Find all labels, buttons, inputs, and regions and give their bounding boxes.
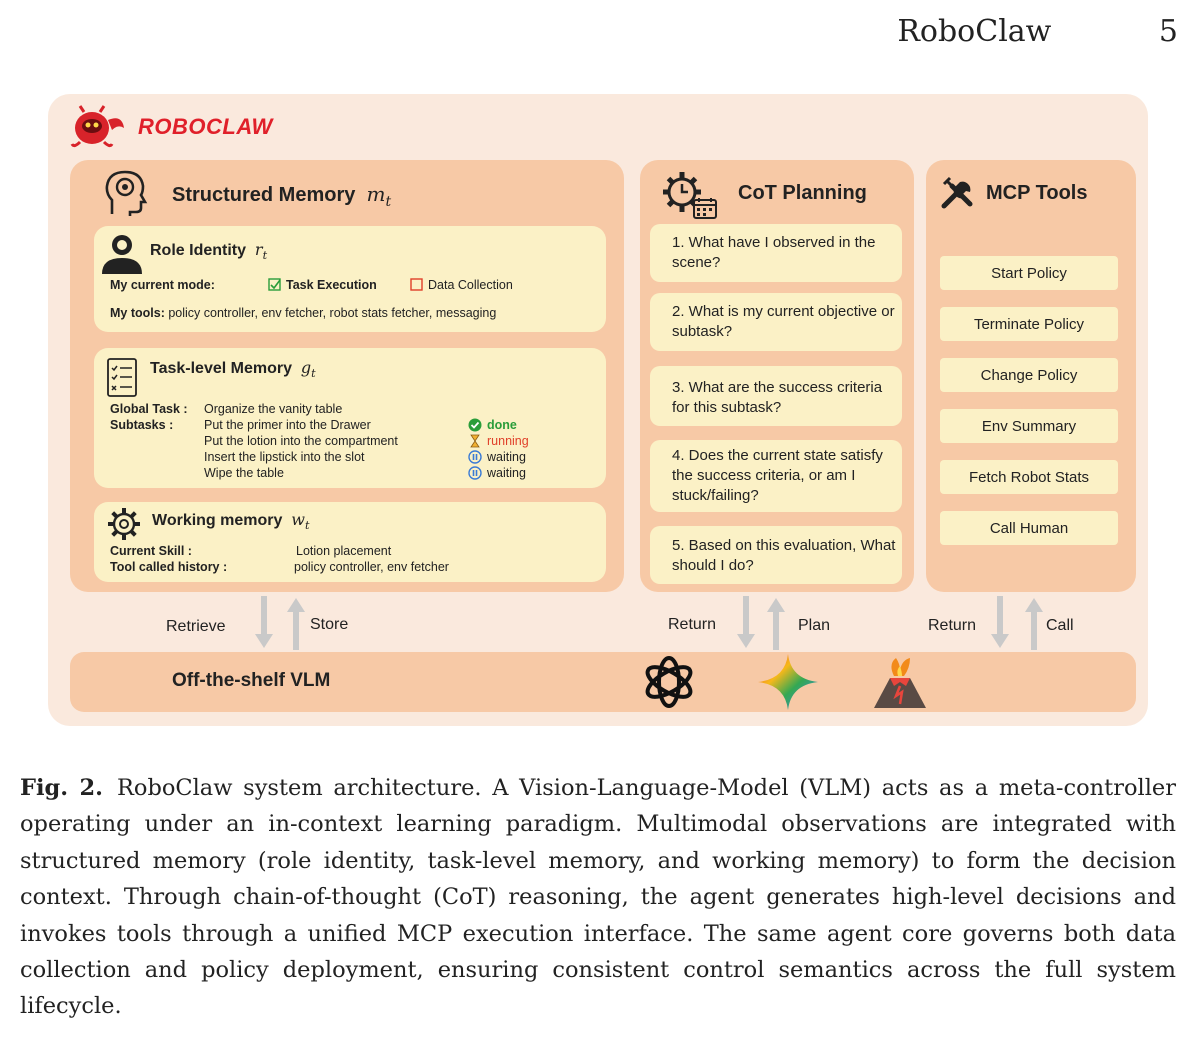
retrieve-arrow (254, 596, 274, 650)
store-label: Store (310, 616, 349, 633)
tools-icon (940, 176, 974, 210)
checklist-icon (106, 356, 138, 398)
cot-planning-title: CoT Planning (738, 182, 867, 204)
subtasks-label: Subtasks : (110, 418, 174, 432)
working-memory-card (94, 502, 606, 582)
pause-icon (468, 466, 482, 480)
mode-option-data-collection: Data Collection (410, 278, 513, 292)
caption-text: RoboClaw system architecture. A Vision-Language-Model (VLM) acts as a meta-controller operating under an in-context learning paradigm. Multimodal observations are integrated with structured memory (role identity, task-level memory, and working memory) to form the decision context. Through chain-of-thought (CoT) reasoning, the agent generates high-level decisions and invokes tools through a unified MCP execution interface. The same agent core governs both data collection and policy deployment, ensuring consistent control semantics across the full system lifecycle. (20, 775, 1176, 1020)
cot-question: 3. What are the success criteria for this subtask? (650, 366, 902, 426)
mode-label: My current mode: (110, 278, 215, 292)
subtask-text: Wipe the table (204, 466, 284, 480)
task-memory-card (94, 348, 606, 488)
store-arrow (286, 596, 306, 650)
brain-head-icon (104, 170, 148, 218)
mcp-tools-panel (926, 160, 1136, 592)
subtask-text: Insert the lipstick into the slot (204, 450, 365, 464)
role-identity-title: Role Identity $r_t$ (150, 240, 268, 263)
subtask-text: Put the primer into the Drawer (204, 418, 371, 432)
checked-box-icon (268, 278, 282, 292)
structured-memory-title: Structured Memory $m_t$ (172, 182, 392, 210)
status-waiting: waiting (468, 450, 526, 464)
subtask-text: Put the lotion into the compartment (204, 434, 398, 448)
task-memory-title: Task-level Memory $g_t$ (150, 358, 316, 381)
logo-wordmark: ROBOCLAW (138, 114, 273, 139)
page-number: 5 (1158, 14, 1178, 49)
status-waiting: waiting (468, 466, 526, 480)
structured-memory-panel (70, 160, 624, 592)
gear-calendar-icon (660, 170, 720, 220)
status-done: done (468, 418, 517, 432)
env-summary-tool: Env Summary (940, 409, 1118, 443)
current-skill-value: Lotion placement (296, 544, 392, 558)
return-cot-arrow (736, 596, 756, 650)
figure-label: Fig. 2. (20, 775, 103, 801)
running-header (897, 14, 1178, 49)
vlm-label: Off-the-shelf VLM (172, 670, 331, 691)
architecture-figure (48, 94, 1148, 726)
tool-history-value: policy controller, env fetcher (294, 560, 449, 574)
cot-question: 2. What is my current objective or subtask? (650, 293, 902, 351)
tools-line: My tools: policy controller, env fetcher, robot stats fetcher, messaging (110, 306, 497, 320)
return-cot-label: Return (668, 616, 717, 633)
retrieve-label: Retrieve (166, 618, 226, 635)
cot-planning-panel (640, 160, 914, 592)
unchecked-box-icon (410, 278, 424, 292)
cot-question: 4. Does the current state satisfy the success criteria, or am I stuck/failing? (650, 440, 902, 512)
working-memory-title: Working memory $w_t$ (152, 510, 310, 533)
status-running: running (468, 434, 529, 448)
terminate-policy-tool: Terminate Policy (940, 307, 1118, 341)
mcp-tools-title: MCP Tools (986, 182, 1088, 204)
tool-history-label: Tool called history : (110, 560, 228, 574)
cot-question: 5. Based on this evaluation, What should I do? (650, 526, 902, 584)
running-title: RoboClaw (897, 14, 1052, 49)
hourglass-icon (468, 434, 482, 448)
return-mcp-label: Return (928, 617, 977, 634)
role-identity-card (94, 226, 606, 332)
pause-icon (468, 450, 482, 464)
done-check-icon (468, 418, 482, 432)
plan-arrow (766, 596, 786, 650)
gemini-star-icon (756, 652, 820, 712)
person-icon (100, 232, 144, 274)
change-policy-tool: Change Policy (940, 358, 1118, 392)
start-policy-tool: Start Policy (940, 256, 1118, 290)
global-task-label: Global Task : (110, 402, 188, 416)
robot-mascot-icon (70, 104, 128, 150)
openai-logo-icon (638, 654, 700, 710)
fetch-robot-stats-tool: Fetch Robot Stats (940, 460, 1118, 494)
return-mcp-arrow (990, 596, 1010, 650)
call-human-tool: Call Human (940, 511, 1118, 545)
cot-question: 1. What have I observed in the scene? (650, 224, 902, 282)
mode-option-task-execution: Task Execution (268, 278, 377, 292)
volcano-icon (870, 654, 930, 710)
figure-caption (20, 770, 1176, 1025)
global-task-value: Organize the vanity table (204, 402, 343, 416)
roboclaw-logo (70, 104, 273, 150)
vlm-bar (70, 652, 1136, 712)
call-arrow (1024, 596, 1044, 650)
call-label: Call (1046, 617, 1074, 634)
current-skill-label: Current Skill : (110, 544, 192, 558)
plan-label: Plan (798, 617, 831, 634)
gear-icon (106, 506, 142, 542)
